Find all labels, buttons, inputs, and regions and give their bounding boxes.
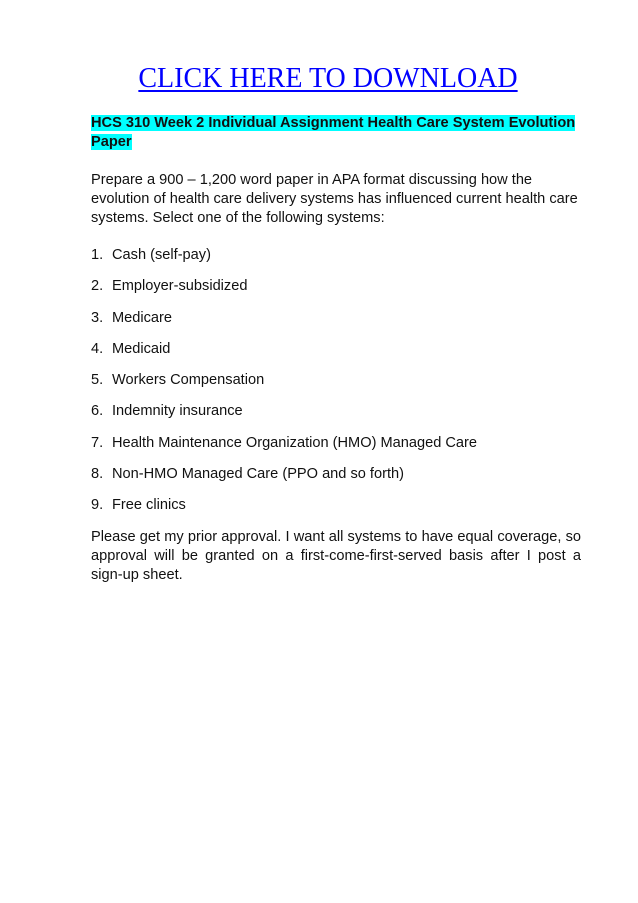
list-item-number: 2. xyxy=(91,278,104,295)
list-item-label: Medicare xyxy=(112,309,173,326)
document-body xyxy=(91,114,581,603)
list-item-number: 5. xyxy=(91,372,104,389)
list-item xyxy=(91,309,581,328)
list-item xyxy=(91,371,581,390)
systems-list xyxy=(91,246,581,515)
list-item-label: Medicaid xyxy=(112,340,171,357)
download-link[interactable]: CLICK HERE TO DOWNLOAD xyxy=(138,63,518,94)
list-item-label: Health Maintenance Organization (HMO) Managed Care xyxy=(112,434,478,451)
list-item-number: 4. xyxy=(91,340,104,357)
document-title-line-2: Paper xyxy=(91,134,132,150)
document-title xyxy=(91,114,581,152)
list-item-number: 7. xyxy=(91,434,104,451)
list-item-number: 1. xyxy=(91,247,104,263)
list-item-label: Non-HMO Managed Care (PPO and so forth) xyxy=(112,466,404,483)
closing-paragraph: Please get my prior approval. I want all systems to have equal coverage, so approval will be granted on a first-come-first-served basis after I post a sign-up sheet. xyxy=(91,528,581,583)
list-item xyxy=(91,496,581,515)
list-item xyxy=(91,246,581,265)
list-item-number: 8. xyxy=(91,466,104,483)
list-item xyxy=(91,402,581,421)
list-item-label: Workers Compensation xyxy=(112,372,265,389)
document-title-line-1: HCS 310 Week 2 Individual Assignment Health Care System Evolution xyxy=(91,115,576,131)
list-item-label: Indemnity insurance xyxy=(112,403,243,420)
list-item-number: 9. xyxy=(91,497,104,514)
list-item-label: Employer-subsidized xyxy=(112,278,248,295)
list-item-number: 3. xyxy=(91,309,104,326)
list-item-label: Free clinics xyxy=(112,497,186,514)
list-item xyxy=(91,340,581,359)
list-item-number: 6. xyxy=(91,403,104,420)
intro-paragraph: Prepare a 900 – 1,200 word paper in APA format discussing how the evolution of health care delivery systems has influenced current health care systems. Select one of the following systems: xyxy=(91,172,578,226)
list-item xyxy=(91,277,581,296)
list-item xyxy=(91,434,581,453)
list-item xyxy=(91,465,581,484)
list-item-label: Cash (self-pay) xyxy=(112,247,211,263)
